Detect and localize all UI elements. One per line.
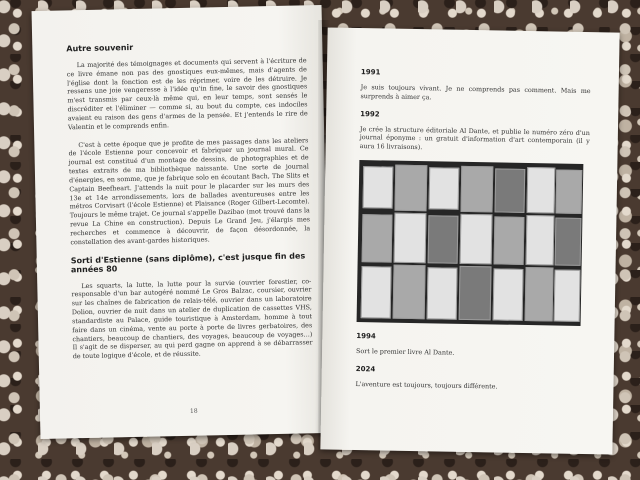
magazine-cover: [525, 267, 554, 321]
paragraph: La majorité des témoignages et documents qui servent à l'écriture de ce livre émane non pas des gnostiques eux-mêmes, mais d'agents de l'église dont la fonction est de les réprimer, voire de les détruire. Je ressens une joie vengeresse à l'idée qu'in fine, le savoir des gnostiques m'est transmis par ceux-là même qui, en leur temps, sont sensés le discréditer et l'éliminer — comme si, au bout du compte, ces indociles avaient eu raison des gens d'armes de la pensée. Et j'entends le rire de Valentin et le comprends enfin.: [66, 56, 308, 132]
paragraph: Je suis toujours vivant. Je ne comprends pas comment. Mais me surprends à aimer ça.: [360, 83, 591, 102]
magazine-cover: [495, 169, 526, 214]
magazine-cover: [460, 214, 493, 265]
magazine-cover: [393, 265, 426, 320]
magazine-cover: [526, 167, 555, 213]
magazine-cover: [429, 167, 460, 210]
magazine-cover: [554, 270, 581, 322]
magazine-cover: [493, 269, 524, 322]
paragraph: Les squarts, la lutte, la lutte pour la survie (ouvrier forestier, co-responsable d'un bar autogéré nommé Le Gros Balzac, coursier, ouvrier sur les chaînes de fabrication de relais-télé, ouvrier dans un laboratoire Dolion, ouvrier de nuit dans un atelier de duplication de cassettes VHS, standardiste au Palace, guide touristique à Amsterdam, homme à tout faire dans un cinéma, vente au porte à porte de livres gerbatoires, des chantiers, beaucoup de chantiers, des voyages, beaucoup de voyages…) Il s'agit de se disperser, au qui perd gagne on apprend à se débarrasser de toute logique d'école, et de réussite.: [71, 276, 313, 361]
magazine-cover: [494, 217, 525, 266]
magazine-cover: [459, 266, 492, 321]
magazine-cover: [555, 170, 582, 214]
right-book-page: [320, 27, 619, 454]
year-heading: 2024: [355, 364, 376, 374]
year-heading: 1991: [360, 68, 381, 77]
year-heading: 1992: [360, 109, 380, 119]
magazine-cover: [555, 218, 582, 266]
magazine-cover: [427, 267, 458, 320]
magazine-cover: [395, 165, 428, 212]
magazine-cover: [428, 215, 459, 264]
magazine-cover: [363, 166, 394, 209]
magazine-cover: [362, 214, 393, 263]
left-page-content: [66, 39, 313, 370]
page-number: 18: [189, 407, 198, 415]
paragraph: L'aventure est toujours, toujours différente.: [355, 379, 498, 391]
heading-autre-souvenir: Autre souvenir: [66, 42, 134, 54]
right-page-content: [355, 68, 591, 402]
year-heading: 1994: [356, 332, 376, 341]
paragraph: C'est à cette époque que je profite de mes passages dans les ateliers de l'école Estienne pour concevoir et fabriquer un journal mural. Ce journal est constitué d'un montage de dessins, de photographies et de textes extraits de ma bibliothèque naissante. Une sorte de journal d'énergies, en somme, que je fabrique solo en écoutant Bach, The Slits et Captain Beefheart. J'attends la nuit pour le placarder sur les murs des 13e et 14e arrondissements, lors de ballades aventureuses entre les métros Corvisart (l'école Estienne) et Plaisance (Roger Gilbert-Lecomte). Toujours le même trajet. Ce journal s'appelle Dazibao (mot trouvé dans la revue La Chine en construction). Depuis Le Grand Jeu, j'élargis mes recherches et commence à découvrir, de façon désordonnée, la constellation des avant-gardes historiques.: [68, 135, 311, 247]
paragraph: Sort le premier livre Al Dante.: [355, 347, 455, 357]
left-book-page: [32, 5, 331, 439]
paragraph: Je crée la structure éditoriale Al Dante, et publie le numéro zéro d'un journal éponyme : un gratuit d'information d'art contemporain (il y aura 16 livraisons).: [359, 124, 590, 152]
heading-sorti-estienne: Sorti d'Estienne (sans diplôme), c'est jusque fin des années 80: [70, 250, 306, 274]
magazine-cover: [361, 266, 392, 319]
magazine-cover: [394, 213, 427, 264]
magazine-cover: [526, 215, 555, 265]
magazine-cover: [461, 166, 494, 213]
magazine-display-photo: [357, 160, 584, 326]
